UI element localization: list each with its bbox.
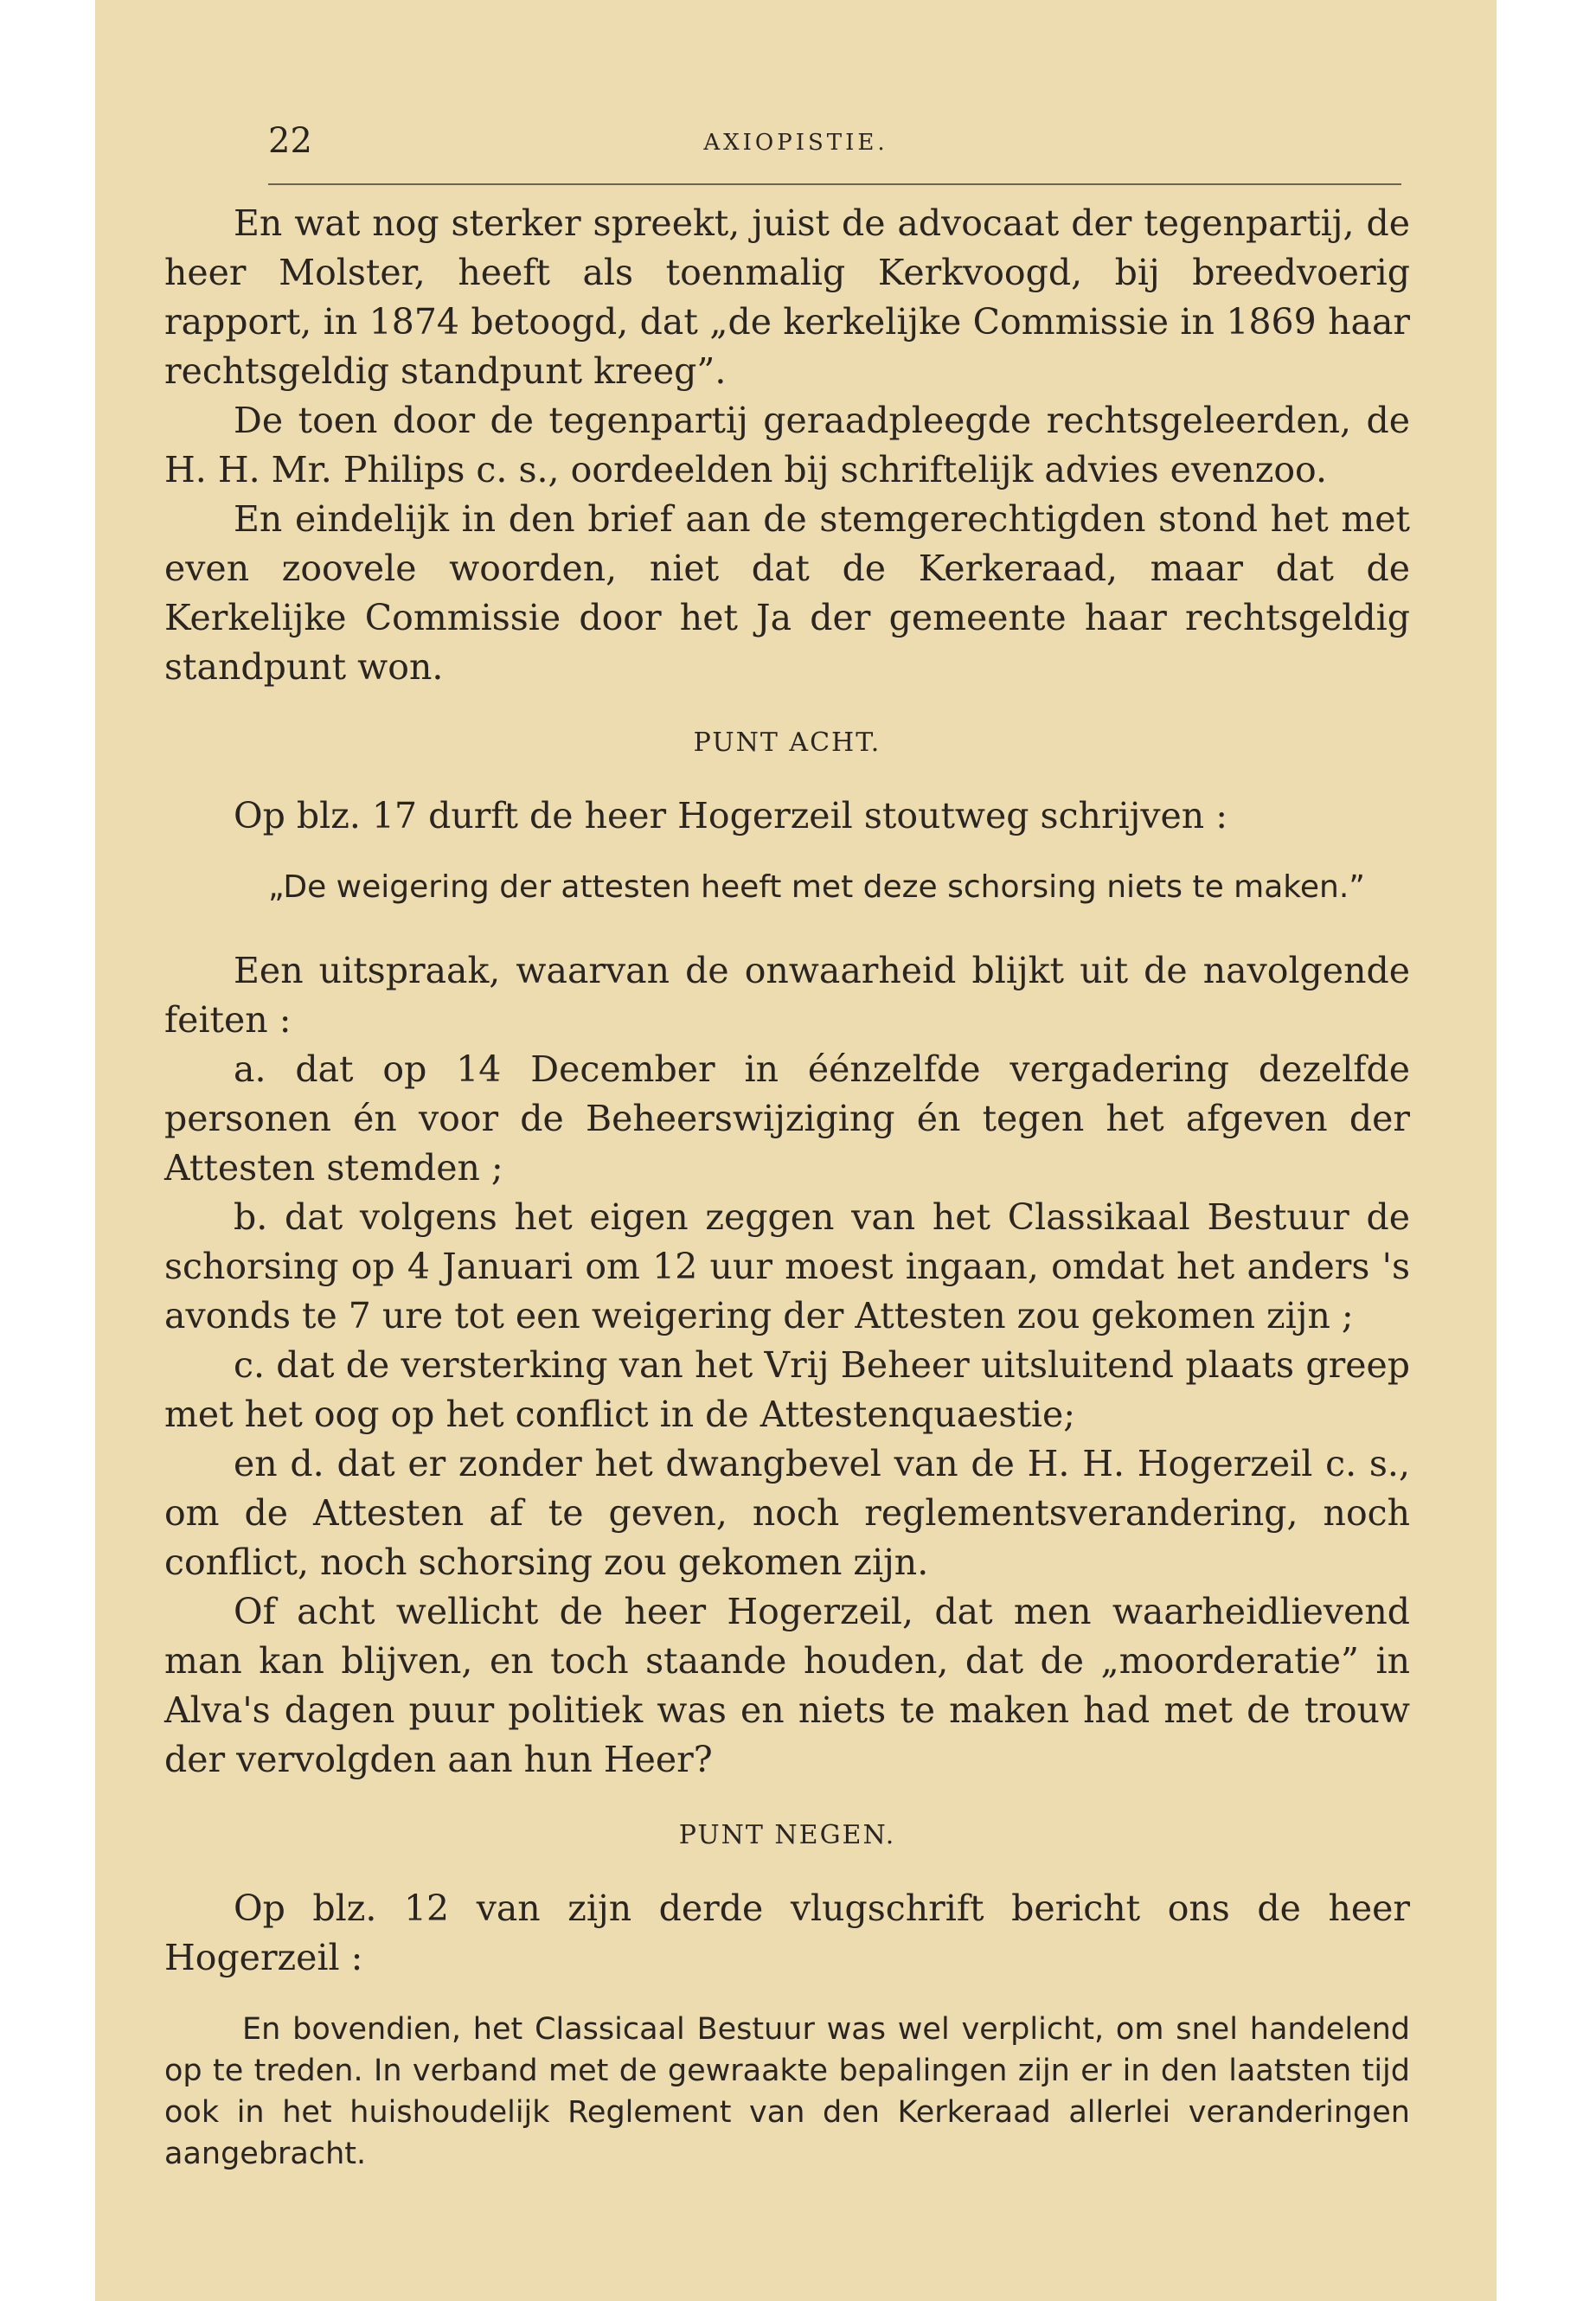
page-body (164, 199, 1410, 2175)
fact-a: a. dat op 14 December in éénzelfde vergadering dezelfde personen én voor de Beheerswijziging én tegen het afgeven der Attesten stemden ; (164, 1048, 1410, 1189)
paragraph-advocaat: En wat nog sterker spreekt, juist de advocaat der tegenpartij, de heer Molster, heeft als toenmalig Kerkvoogd, bij breedvoerig rapport, in 1874 betoogd, dat „de kerkelijke Commissie in 1869 haar rechtsgeldig standpunt kreeg”. (164, 202, 1410, 392)
page-header (164, 121, 1427, 173)
fact-d: en d. dat er zonder het dwangbevel van de H. H. Hogerzeil c. s., om de Attesten af te geven, noch reglementsverandering, noch conflict, noch schorsing zou gekomen zijn. (164, 1443, 1410, 1583)
question-paragraph: Of acht wellicht de heer Hogerzeil, dat men waarheidlievend man kan blijven, en toch staande houden, dat de „moorderatie” in Alva's dagen puur politiek was en niets te maken had met de trouw der vervolgden aan hun Heer? (164, 1591, 1410, 1780)
fact-b: b. dat volgens het eigen zeggen van het Classikaal Bestuur de schorsing op 4 Januari om 12 uur moest ingaan, omdat het anders 's avonds te 7 ure tot een weigering der Attesten zou gekomen zijn ; (164, 1196, 1410, 1336)
intro-punt-acht: Op blz. 17 durft de heer Hogerzeil stoutweg schrijven : (234, 795, 1228, 836)
paragraph-brief: En eindelijk in den brief aan de stemgerechtigden stond het met even zoovele woorden, niet dat de Kerkeraad, maar dat de Kerkelijke Commissie door het Ja der gemeente haar rechtsgeldig standpunt won. (164, 498, 1410, 688)
page-number: 22 (268, 121, 312, 161)
intro-punt-negen: Op blz. 12 van zijn derde vlugschrift bericht ons de heer Hogerzeil : (164, 1888, 1410, 1978)
running-title: AXIOPISTIE. (703, 130, 888, 156)
heading-punt-acht: PUNT ACHT. (693, 727, 881, 758)
quote-punt-acht: „De weigering der attesten heeft met deze schorsing niets te maken.” (268, 869, 1365, 905)
heading-punt-negen: PUNT NEGEN. (678, 1820, 896, 1850)
header-rule (268, 183, 1401, 185)
fact-c: c. dat de versterking van het Vrij Beheer uitsluitend plaats greep met het oog op het conflict in de Attestenquaestie; (164, 1344, 1410, 1435)
quote-punt-negen: En bovendien, het Classicaal Bestuur was wel verplicht, om snel handelend op te treden. In verband met de gewraakte bepalingen zijn er in den laatsten tijd ook in het huishoudelijk Reglement van den Kerkeraad allerlei veranderingen aangebracht. (164, 2012, 1410, 2171)
paragraph-rechtsgeleerden: De toen door de tegenpartij geraadpleegde rechtsgeleerden, de H. H. Mr. Philips c. s., oordeelden bij schriftelijk advies evenzoo. (164, 400, 1410, 490)
statement-punt-acht: Een uitspraak, waarvan de onwaarheid blijkt uit de navolgende feiten : (164, 950, 1410, 1041)
